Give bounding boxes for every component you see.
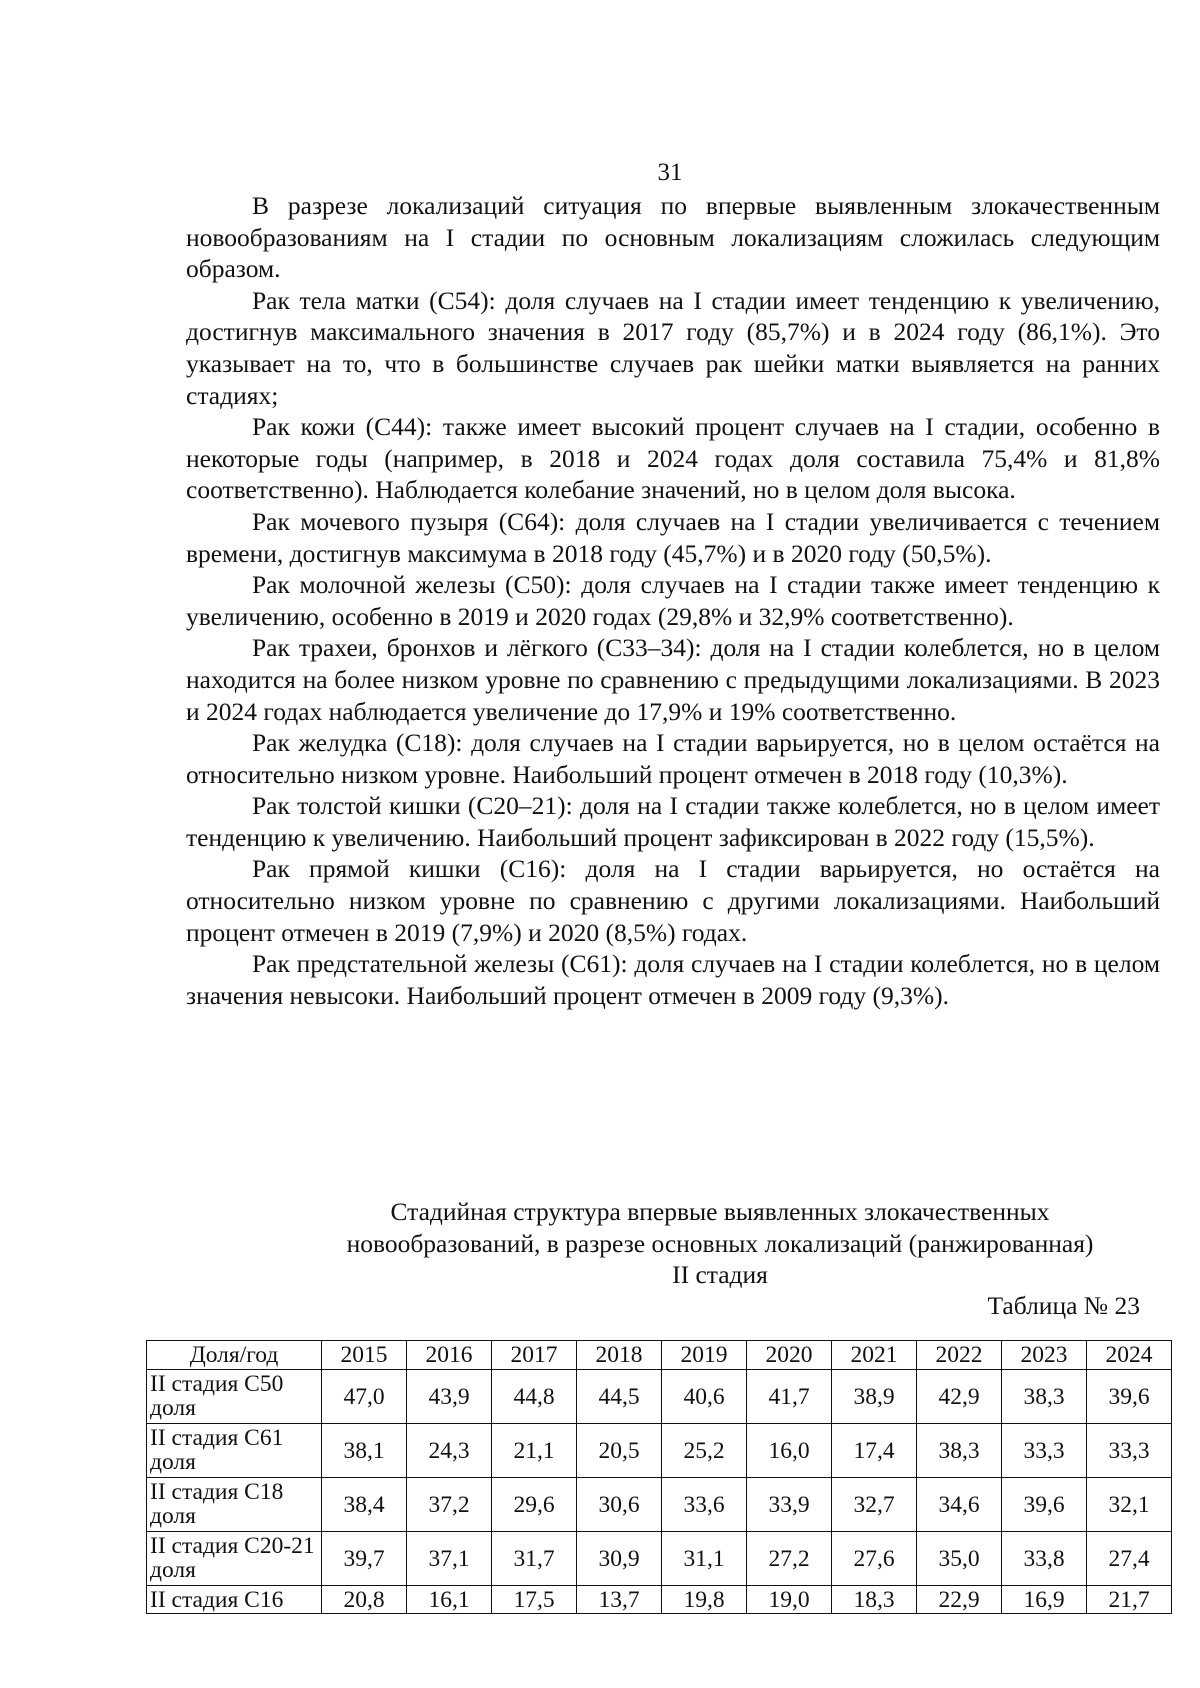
table-cell: 43,9 [407,1370,492,1424]
paragraph-c18: Рак желудка (С18): доля случаев на I стадии варьируется, но в целом остаётся на относительно низком уровне. Наибольший процент отмечен в 2018 году (10,3%). [186,728,1160,789]
table-cell: 22,9 [917,1586,1002,1614]
paragraph-c61: Рак предстательной железы (С61): доля случаев на I стадии колеблется, но в целом значения невысоки. Наибольший процент отмечен в 2009 году (9,3%). [186,949,1160,1010]
table-cell: 33,9 [747,1478,832,1532]
table-cell: 18,3 [832,1586,917,1614]
table-cell: 27,2 [747,1532,832,1586]
table-cell: 47,0 [322,1370,407,1424]
table-cell: 16,9 [1002,1586,1087,1614]
table-cell: 33,8 [1002,1532,1087,1586]
table-cell: 16,1 [407,1586,492,1614]
paragraph-intro: В разрезе локализаций ситуация по впервые выявленным злокачественным новообразованиям на I стадии по основным локализациям сложилась следующим образом. [186,191,1160,284]
table-cell: 30,6 [577,1478,662,1532]
table-cell: 31,7 [492,1532,577,1586]
table-cell: 39,6 [1002,1478,1087,1532]
table-header-row [147,1341,1172,1370]
table-cell: 25,2 [662,1424,747,1478]
row-label: II стадия С50 доля [147,1370,322,1424]
header-cell-year: 2021 [832,1341,917,1370]
paragraph-c64: Рак мочевого пузыря (С64): доля случаев на I стадии увеличивается с течением времени, достигнув максимума в 2018 году (45,7%) и в 2020 году (50,5%). [186,506,1160,568]
stage-structure-table [146,1340,1172,1614]
table-cell: 24,3 [407,1424,492,1478]
table-body [147,1370,1172,1614]
table-cell: 31,1 [662,1532,747,1586]
row-label: II стадия С61 доля [147,1424,322,1478]
table-cell: 16,0 [747,1424,832,1478]
header-cell-year: 2022 [917,1341,1002,1370]
table-number: Таблица № 23 [987,1291,1140,1320]
row-label: II стадия С18 доля [147,1478,322,1532]
table-cell: 19,8 [662,1586,747,1614]
table-cell: 34,6 [917,1478,1002,1532]
table-cell: 44,5 [577,1370,662,1424]
table-cell: 20,8 [322,1586,407,1614]
caption-line-2: новообразований, в разрезе основных локализаций (ранжированная) [346,1228,1094,1258]
table-cell: 37,2 [407,1478,492,1532]
header-cell-year: 2018 [577,1341,662,1370]
header-cell-year: 2015 [322,1341,407,1370]
table-cell: 40,6 [662,1370,747,1424]
table-cell: 38,9 [832,1370,917,1424]
header-cell-year: 2016 [407,1341,492,1370]
table-cell: 38,3 [917,1424,1002,1478]
table-cell: 38,1 [322,1424,407,1478]
table-cell: 32,1 [1087,1478,1172,1532]
table-cell: 42,9 [917,1370,1002,1424]
table-cell: 30,9 [577,1532,662,1586]
table-cell: 27,4 [1087,1532,1172,1586]
header-cell-year: 2023 [1002,1341,1087,1370]
table-row [147,1478,1172,1532]
table-cell: 19,0 [747,1586,832,1614]
table-row [147,1370,1172,1424]
table-cell: 13,7 [577,1586,662,1614]
table-cell: 39,7 [322,1532,407,1586]
header-cell-label: Доля/год [147,1341,322,1370]
table-row [147,1424,1172,1478]
table-cell: 44,8 [492,1370,577,1424]
paragraph-c54: Рак тела матки (С54): доля случаев на I стадии имеет тенденцию к увеличению, достигнув максимального значения в 2017 году (85,7%) и в 2024 году (86,1%). Это указывает на то, что в большинстве случаев рак шейки матки выявляется на ранних стадиях; [186,285,1160,410]
table-caption [260,1196,1180,1291]
paragraph-c33-34: Рак трахеи, бронхов и лёгкого (С33–34): доля на I стадии колеблется, но в целом находится на более низком уровне по сравнению с предыдущими локализациями. В 2023 и 2024 годах наблюдается увеличение до 17,9% и 19% соответственно. [186,633,1160,726]
header-cell-year: 2019 [662,1341,747,1370]
table-cell: 38,3 [1002,1370,1087,1424]
header-cell-year: 2017 [492,1341,577,1370]
table-cell: 21,7 [1087,1586,1172,1614]
table-row [147,1586,1172,1614]
table-cell: 33,3 [1087,1424,1172,1478]
caption-line-1: Стадийная структура впервые выявленных злокачественных [390,1197,1050,1226]
table-cell: 41,7 [747,1370,832,1424]
table-cell: 35,0 [917,1532,1002,1586]
table-row [147,1532,1172,1586]
table-cell: 20,5 [577,1424,662,1478]
table-cell: 33,6 [662,1478,747,1532]
table-cell: 27,6 [832,1532,917,1586]
table-cell: 17,5 [492,1586,577,1614]
paragraph-c50: Рак молочной железы (С50): доля случаев на I стадии также имеет тенденцию к увеличению, особенно в 2019 и 2020 годах (29,8% и 32,9% соответственно). [186,570,1160,631]
row-label: II стадия С20-21 доля [147,1532,322,1586]
paragraph-c16: Рак прямой кишки (С16): доля на I стадии варьируется, но остаётся на относительно низком уровне по сравнению с другими локализациями. Наибольший процент отмечен в 2019 (7,9%) и 2020 (8,5%) годах. [186,854,1160,947]
table-cell: 33,3 [1002,1424,1087,1478]
row-label: II стадия С16 [147,1586,322,1614]
table-cell: 21,1 [492,1424,577,1478]
table-cell: 29,6 [492,1478,577,1532]
header-cell-year: 2020 [747,1341,832,1370]
page-number: 31 [657,159,683,186]
paragraph-c44: Рак кожи (С44): также имеет высокий процент случаев на I стадии, особенно в некоторые годы (например, в 2018 и 2024 годах доля составила 75,4% и 81,8% соответственно). Наблюдается колебание значений, но в целом доля высока. [186,412,1160,505]
table-cell: 32,7 [832,1478,917,1532]
body-text [186,190,1160,1011]
table-cell: 38,4 [322,1478,407,1532]
table-cell: 39,6 [1087,1370,1172,1424]
table-cell: 37,1 [407,1532,492,1586]
table-cell: 17,4 [832,1424,917,1478]
paragraph-c20-21: Рак толстой кишки (С20–21): доля на I стадии также колеблется, но в целом имеет тенденцию к увеличению. Наибольший процент зафиксирован в 2022 году (15,5%). [186,791,1160,852]
caption-line-3: II стадия [672,1260,768,1289]
header-cell-year: 2024 [1087,1341,1172,1370]
